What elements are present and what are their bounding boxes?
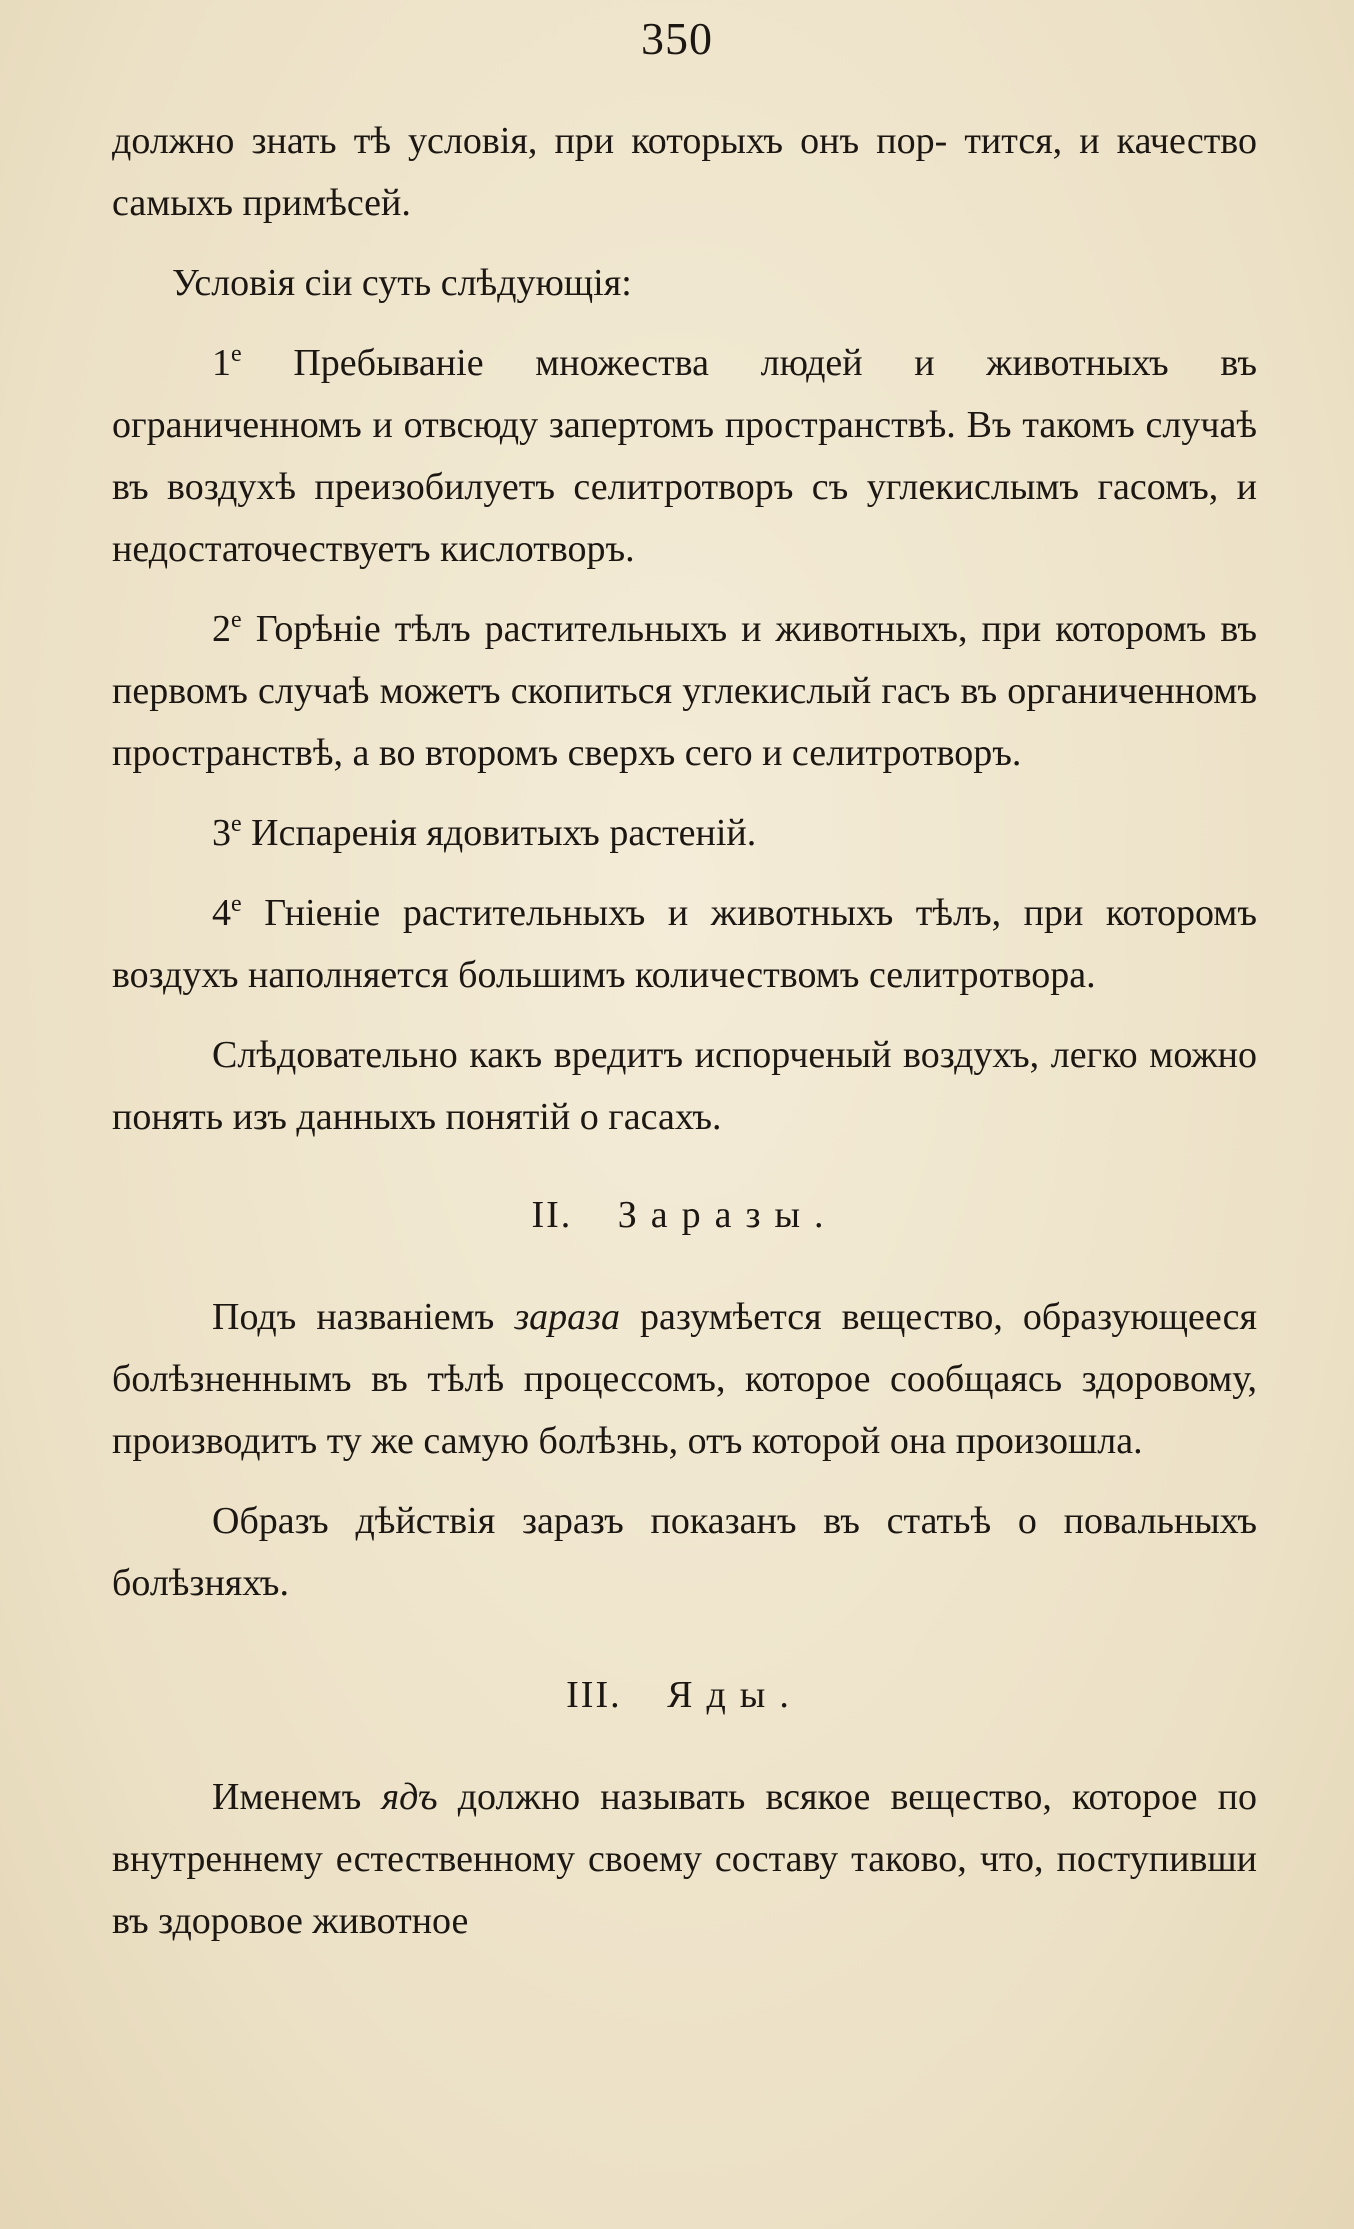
section-2-heading [112, 1184, 1257, 1246]
section-3-paragraph-1 [112, 1766, 1257, 1952]
section-3-p1-term: ядъ [381, 1776, 438, 1818]
condition-1-number: 1 [212, 342, 231, 384]
intro-line-2: тится, и качество самыхъ примѣсей. [112, 120, 1257, 224]
section-3-heading [112, 1664, 1257, 1726]
condition-3 [112, 802, 1257, 864]
conditions-intro: Условія сіи суть слѣдующія: [172, 262, 632, 304]
condition-4-suffix: е [231, 891, 242, 917]
condition-1-text: Пребываніе множества людей и животныхъ въ ограниченномъ и отвсюду запертомъ пространствѣ. Въ такомъ случаѣ въ воздухѣ преизобилуетъ селитротворъ съ углекислымъ гасомъ, и недостаточествуетъ кислотворъ. [112, 342, 1257, 570]
condition-4-number: 4 [212, 892, 231, 934]
condition-3-text: Испаренія ядовитыхъ растеній. [251, 812, 757, 854]
section-3-title: Яды. [667, 1674, 803, 1716]
section-2-p1-term: зараза [514, 1296, 620, 1338]
section-2-p1-after: разумѣется вещество, образующееся болѣзненнымъ въ тѣлѣ процессомъ, которое сообщаясь здоровому, производитъ ту же самую болѣзнь, отъ которой она произошла. [112, 1296, 1257, 1462]
condition-2 [112, 598, 1257, 784]
page-text [112, 110, 1257, 1952]
conclusion-paragraph: Слѣдовательно какъ вредитъ испорченый воздухъ, легко можно понять изъ данныхъ понятій о гасахъ. [112, 1034, 1257, 1138]
condition-2-text: Горѣніе тѣлъ растительныхъ и животныхъ, при которомъ въ первомъ случаѣ можетъ скопиться углекислый гасъ въ органиченномъ пространствѣ, а во второмъ сверхъ сего и селитротворъ. [112, 608, 1257, 774]
section-2-paragraph-2: Образъ дѣйствія заразъ показанъ въ статьѣ о повальныхъ болѣзняхъ. [112, 1500, 1257, 1604]
condition-1-suffix: е [231, 341, 242, 367]
page-number: 350 [641, 13, 713, 64]
condition-2-number: 2 [212, 608, 231, 650]
condition-3-number: 3 [212, 812, 231, 854]
condition-1 [112, 332, 1257, 580]
condition-4-text: Гніеніе растительныхъ и животныхъ тѣлъ, при которомъ воздухъ наполняется большимъ количествомъ селитротвора. [112, 892, 1258, 996]
condition-4 [112, 882, 1257, 1006]
section-3-p1-after: должно называть всякое вещество, которое по внутреннему естественному своему составу таково, что, поступивши въ здоровое животное [112, 1776, 1258, 1942]
section-2-paragraph-1 [112, 1286, 1257, 1472]
section-2-title: Заразы. [617, 1194, 838, 1236]
intro-paragraph [112, 110, 1257, 234]
section-3-p1-before: Именемъ [212, 1776, 362, 1818]
section-3-number: III. [566, 1674, 622, 1716]
section-2-p1-before: Подъ названіемъ [212, 1296, 495, 1338]
condition-2-suffix: е [231, 607, 242, 633]
condition-3-suffix: е [231, 811, 242, 837]
section-2-number: II. [531, 1194, 573, 1236]
intro-line-1: должно знать тѣ условія, при которыхъ онъ пор- [112, 120, 948, 162]
